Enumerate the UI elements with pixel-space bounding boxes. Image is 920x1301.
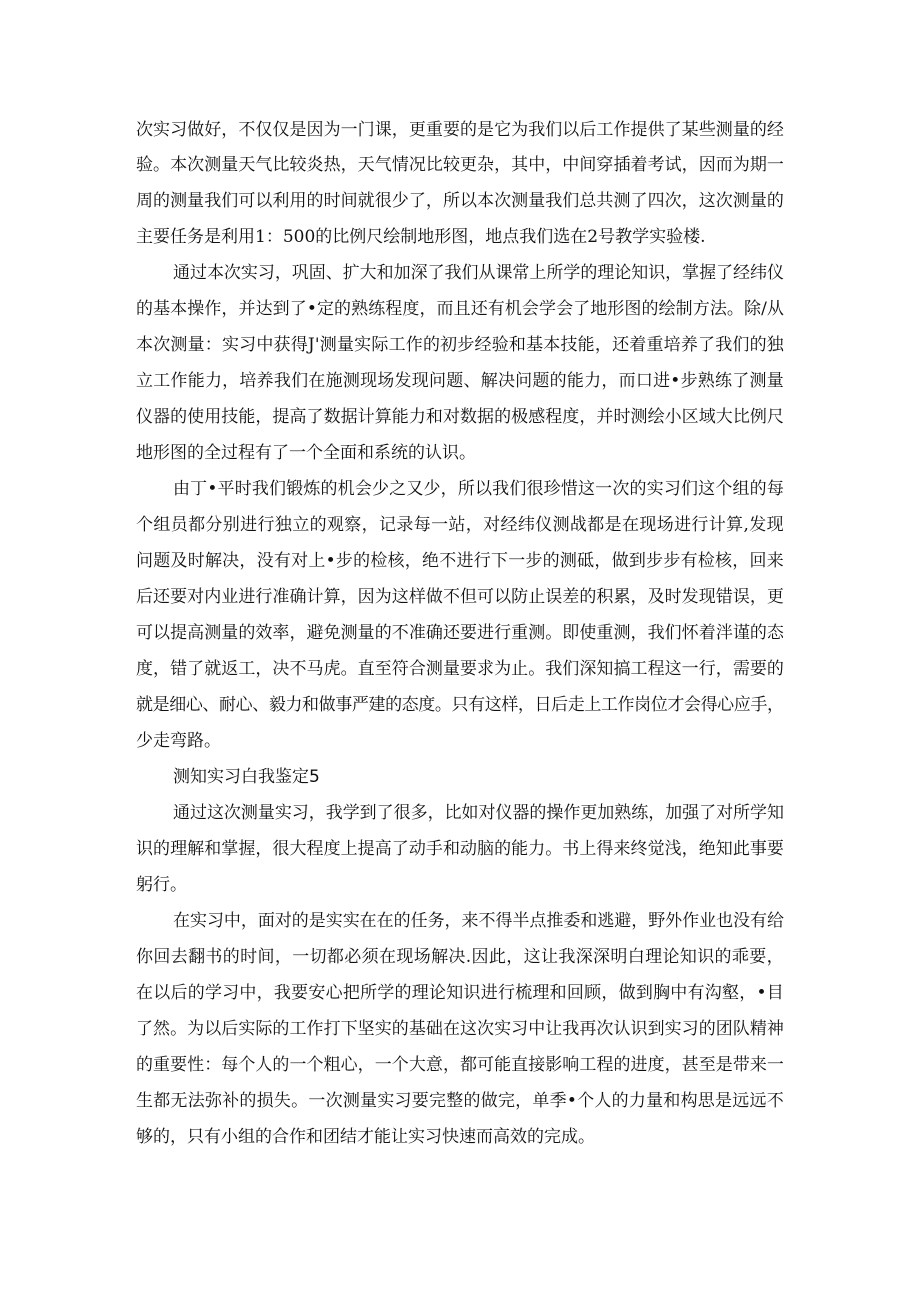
text-line: 验。本次测量天气比较炎热，天气情况比较更杂，其中，中间穿插着考试，因而为期一 [136,155,784,175]
text-line: 躬行。 [136,875,187,895]
text-line: 了然。为以后实际的工作打下坚实的基础在这次实习中让我再次认识到实习的团队精神 [136,1019,784,1039]
text-line: 后还要对内业进行准确计算，因为这样做不但可以防止误差的积累，及时发现错误，更 [136,587,784,607]
text-line: 由丁•平时我们锻炼的机会少之又少，所以我们很珍惜这一次的实习们这个组的每 [173,479,784,499]
text-line: 本次测量：实习中获得J'测量实际工作的初步经验和基本技能，还着重培养了我们的独 [136,335,784,355]
text-line: 通过这次测量实习，我学到了很多，比如对仪器的操作更加熟练，加强了对所学知 [173,803,784,823]
text-line: 主要任务是利用1：500的比例尺绘制地形图，地点我们选在2号教学实验楼. [136,227,706,247]
text-line: 够的，只有小组的合作和团结才能让实习快速而高效的完成。 [136,1127,595,1147]
text-line: 问题及时解决，没有对上•步的检核，绝不进行下一步的测砥，做到步步有检核，回来 [136,551,784,571]
text-line: 识的理解和掌握，很大程度上提高了动手和动脑的能力。书上得来终觉浅，绝知此事要 [136,839,784,859]
text-line: 在实习中，面对的是实实在在的任务，来不得半点推委和逃避，野外作业也没有给 [173,911,784,931]
text-line: 你回去翻书的时间，一切都必须在现场解决.因此，这让我深深明白理论知识的乖要， [136,947,784,967]
text-line: 仪器的使用技能，提高了数据计算能力和对数据的极感程度，并时测绘小区域大比例尺 [136,407,784,427]
text-line: 度，错了就返工，决不马虎。直至符合测量要求为止。我们深知搞工程这一行，需要的 [136,659,784,679]
text-line: 通过本次实习，巩固、扩大和加深了我们从课常上所学的理论知识，掌握了经纬仪 [173,263,784,283]
text-line: 立工作能力，培养我们在施测现场发现问题、解决问题的能力，而口进•步熟练了测量 [136,371,784,391]
text-line: 的基本操作，并达到了•定的熟练程度，而且还有机会学会了地形图的绘制方法。除/从 [136,299,784,319]
text-line: 的重要性：每个人的一个粗心，一个大意，都可能直接影响工程的进度，甚至是带来一 [136,1055,784,1075]
text-line: 可以提高测量的效率，避免测量的不准确还要进行重测。即使重测，我们怀着泮谨的态 [136,623,784,643]
text-line: 地形图的全过程有了一个全面和系统的认识。 [136,443,476,463]
text-line: 少走弯路。 [136,731,221,751]
text-line: 个组员都分别进行独立的观察，记录每一站，对经纬仪测战都是在现场进行计算,发现 [136,515,784,535]
text-line: 周的测量我们可以利用的时间就很少了，所以本次测量我们总共测了四次，这次测量的 [136,191,784,211]
text-line: 次实习做好，不仅仅是因为一门课，更重要的是它为我们以后工作提供了某些测量的经 [136,120,784,140]
section-heading: 测知实习白我鉴定5 [173,767,320,787]
text-line: 就是细心、耐心、毅力和做事严建的态度。只有这样，日后走上工作岗位才会得心应手， [136,695,784,715]
text-line: 生都无法弥补的损失。一次测量实习要完整的做完，单季•个人的力量和构思是远远不 [136,1091,784,1111]
text-line: 在以后的学习中，我要安心把所学的理论知识进行梳理和回顾，做到胸中有沟壑，•目 [136,983,784,1003]
